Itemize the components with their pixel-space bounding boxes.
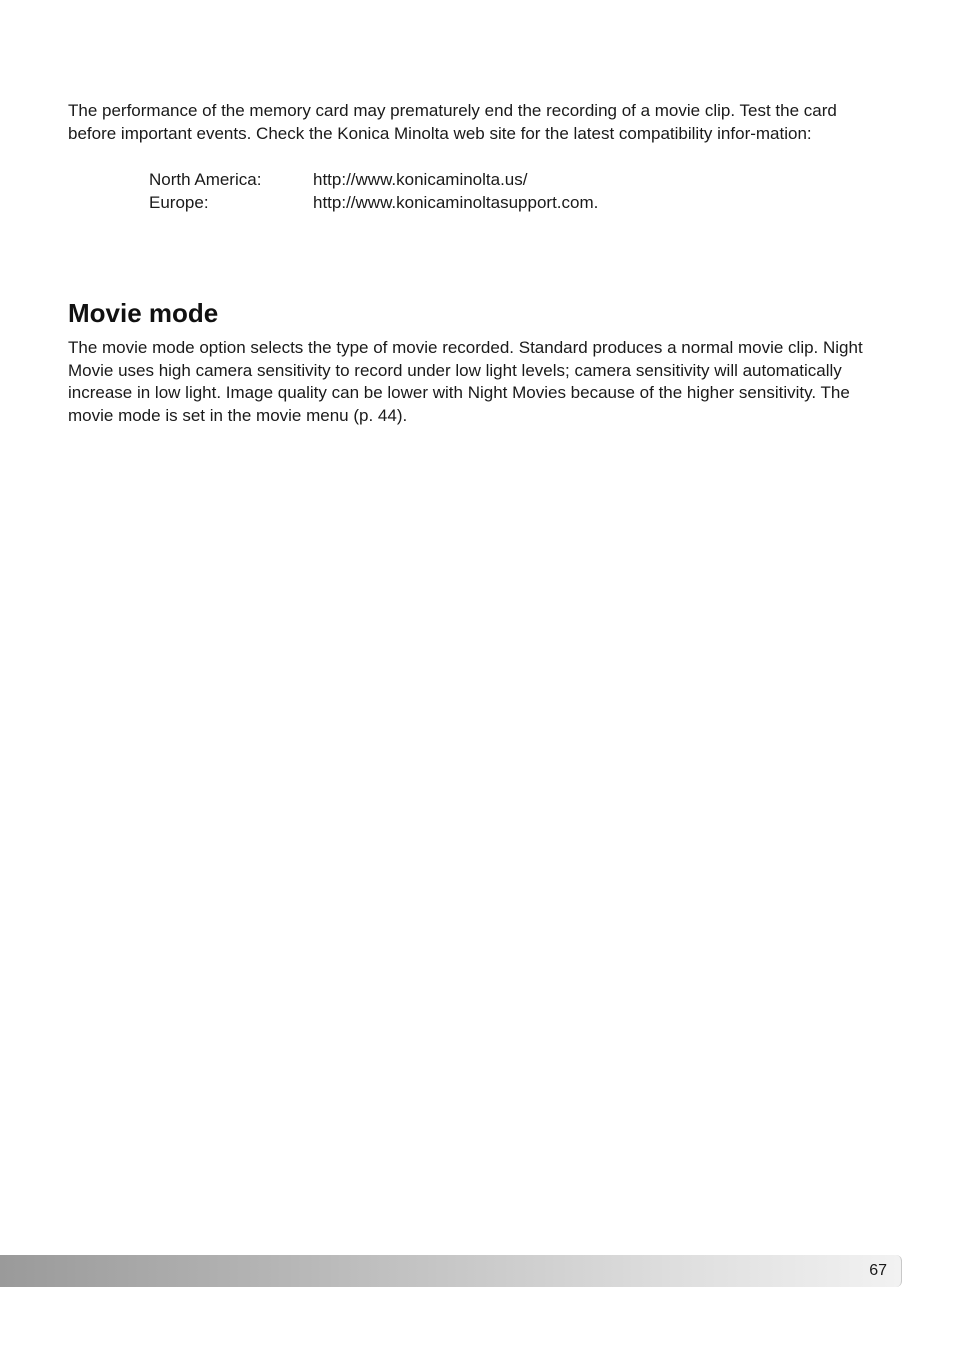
link-url[interactable]: http://www.konicaminoltasupport.com. [313,193,599,212]
link-region-label: North America: [149,170,262,189]
page-number: 67 [869,1262,887,1279]
compatibility-links [149,168,598,214]
link-url[interactable]: http://www.konicaminolta.us/ [313,170,528,189]
intro-paragraph: The performance of the memory card may prematurely end the recording of a movie clip. Test the card before important events. Check the Konica Minolta web site for the latest compatibility infor-mation: [68,101,837,143]
footer-bar [0,1255,902,1287]
link-row-europe [149,191,598,214]
section-body: The movie mode option selects the type of movie recorded. Standard produces a normal movie clip. Night Movie uses high camera sensitivity to record under low light levels; camera sensitivity will automatically increase in low light. Image quality can be lower with Night Movies because of the higher sensitivity. The movie mode is set in the movie menu (p. 44). [68,338,863,425]
link-row-north-america [149,168,598,191]
section-title: Movie mode [68,298,219,328]
link-region-label: Europe: [149,193,209,212]
